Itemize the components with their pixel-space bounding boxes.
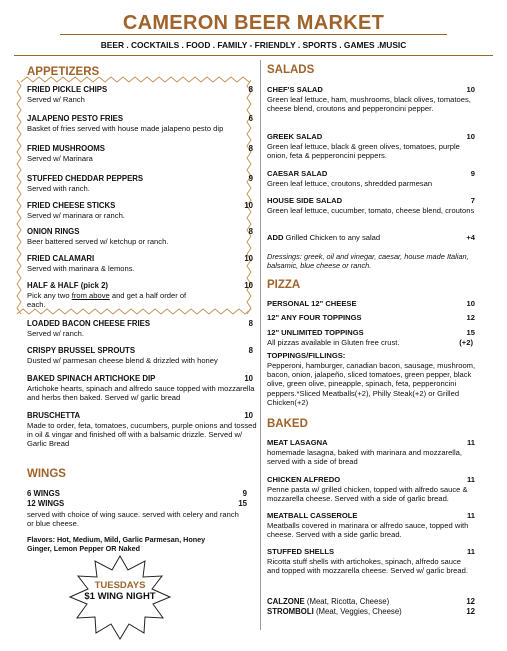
item-name: MEATBALL CASSEROLE bbox=[267, 511, 358, 520]
item-name: HOUSE SIDE SALAD bbox=[267, 196, 343, 205]
item-name: MEAT LASAGNA bbox=[267, 438, 328, 447]
menu-item bbox=[27, 227, 261, 246]
item-name: JALAPENO PESTO FRIES bbox=[27, 114, 124, 123]
item-price: 10 bbox=[466, 132, 475, 141]
menu-item bbox=[267, 438, 475, 466]
promo-day: TUESDAYS bbox=[94, 580, 146, 591]
appetizers-heading: APPETIZERS bbox=[27, 66, 100, 78]
item-price: 10 bbox=[466, 85, 475, 94]
item-name: CALZONE bbox=[267, 597, 305, 606]
menu-item bbox=[267, 196, 475, 215]
toppings-list: Pepperoni, hamburger, canadian bacon, sausage, mushroom, bacon, onion, jalapeño, sliced tomatoes, green pepper, black olive, green olive, pineapple, spinach, feta, pepperoncini peppers.*Sliced Meatballs(+2), Philly Steak(+2) or Grilled Chicken(+2) bbox=[267, 361, 476, 407]
item-description: (Meat, Veggies, Cheese) bbox=[313, 607, 402, 616]
item-price: 12 bbox=[466, 607, 475, 616]
item-description: Penne pasta w/ grilled chicken, topped with alfredo sauce & mozzarella cheese. Served with a side of garlic bread. bbox=[267, 484, 468, 503]
pizza-heading: PIZZA bbox=[267, 279, 301, 291]
wings-heading: WINGS bbox=[27, 468, 66, 480]
item-price: 10 bbox=[244, 201, 253, 210]
salad-addon bbox=[267, 233, 475, 242]
item-price: 8 bbox=[248, 319, 253, 328]
item-description: Green leaf lettuce, croutons, shredded parmesan bbox=[267, 178, 433, 188]
gluten-free-note: All pizzas available in Gluten free crust. bbox=[267, 337, 400, 347]
item-description: Ricotta stuff shells with artichokes, spinach, alfredo sauce and topped with mozzarella cheese. Served w/ garlic bread. bbox=[267, 556, 468, 575]
baked-heading: BAKED bbox=[267, 418, 308, 430]
item-name: 6 WINGS bbox=[27, 489, 60, 498]
item-name: CHEF'S SALAD bbox=[267, 85, 323, 94]
menu-item bbox=[27, 319, 261, 338]
promo-offer: $1 WING NIGHT bbox=[84, 591, 156, 602]
menu-item bbox=[27, 374, 261, 402]
item-description: Served w/ ranch. bbox=[27, 328, 84, 338]
item-price: 8 bbox=[248, 346, 253, 355]
item-price: 10 bbox=[244, 411, 253, 420]
item-description: Green leaf lettuce, ham, mushrooms, black olives, tomatoes, cheese blend, croutons and pepperoncini pepper. bbox=[267, 94, 471, 113]
menu-item bbox=[267, 475, 475, 503]
item-price: 6 bbox=[248, 114, 253, 123]
item-description: Served w/ marinara or ranch. bbox=[27, 210, 125, 220]
toppings-heading: TOPPINGS/FILLINGS: bbox=[267, 351, 346, 360]
promo-text bbox=[70, 580, 170, 602]
item-name: FRIED MUSHROOMS bbox=[27, 144, 105, 153]
stromboli-line bbox=[267, 607, 475, 617]
item-price: 11 bbox=[466, 475, 475, 484]
item-name: PERSONAL 12" CHEESE bbox=[267, 299, 357, 308]
wings-prices bbox=[27, 489, 247, 508]
menu-item bbox=[27, 85, 261, 104]
salad-dressings: Dressings: greek, oil and vinegar, caesar, house made Italian, balsamic, blue cheese or ranch. bbox=[267, 252, 469, 270]
wings-description: served with choice of wing sauce. served with celery and ranch or blue cheese. bbox=[27, 510, 239, 529]
item-price: 10 bbox=[244, 374, 253, 383]
item-price: 11 bbox=[466, 438, 475, 447]
item-description: Meatballs covered in marinara or alfredo sauce, topped with cheese. Served with a side garlic bread. bbox=[267, 520, 469, 539]
menu-item bbox=[27, 254, 261, 273]
menu-item bbox=[27, 201, 261, 220]
item-price: 7 bbox=[470, 196, 475, 205]
item-description: homemade lasagna, baked with marinara and mozzarella, served with a side of bread bbox=[267, 447, 463, 466]
item-description: Served w/ Ranch bbox=[27, 94, 85, 104]
item-name: 12" ANY FOUR TOPPINGS bbox=[267, 313, 362, 322]
item-price: 8 bbox=[248, 227, 253, 236]
item-name: BRUSCHETTA bbox=[27, 411, 81, 420]
item-price: 12 bbox=[466, 597, 475, 606]
item-name: GREEK SALAD bbox=[267, 132, 323, 141]
item-name: ONION RINGS bbox=[27, 227, 80, 236]
menu-item bbox=[27, 114, 261, 133]
item-description: (Meat, Ricotta, Cheese) bbox=[304, 597, 390, 606]
menu-item bbox=[267, 511, 475, 539]
item-name: STROMBOLI bbox=[267, 607, 314, 616]
menu-item bbox=[27, 144, 261, 163]
menu-item bbox=[267, 85, 475, 113]
item-name: FRIED PICKLE CHIPS bbox=[27, 85, 108, 94]
menu-title: CAMERON BEER MARKET bbox=[122, 12, 385, 34]
item-name: FRIED CALAMARI bbox=[27, 254, 95, 263]
tagline: BEER . COCKTAILS . FOOD . FAMILY - FRIENDLY . SPORTS . GAMES .MUSIC bbox=[100, 40, 407, 50]
item-price: 8 bbox=[248, 85, 253, 94]
item-name: 12 WINGS bbox=[27, 498, 65, 508]
item-description: Pick any two from above and get a half order of each. bbox=[27, 290, 187, 309]
item-description: Served with marinara & lemons. bbox=[27, 263, 135, 273]
gluten-free-price: (+2) bbox=[459, 337, 473, 347]
item-price: 10 bbox=[244, 281, 253, 290]
item-description: Green leaf lettuce, black & green olives, tomatoes, purple onion, feta & pepperoncini peppers. bbox=[267, 141, 460, 160]
item-name: CAESAR SALAD bbox=[267, 169, 328, 178]
item-description: Served with ranch. bbox=[27, 183, 90, 193]
item-name: STUFFED CHEDDAR PEPPERS bbox=[27, 174, 144, 183]
item-name: CRISPY BRUSSEL SPROUTS bbox=[27, 346, 136, 355]
left-zigzag bbox=[17, 80, 21, 314]
item-name: STUFFED SHELLS bbox=[267, 547, 335, 556]
item-description: Artichoke hearts, spinach and alfredo sauce topped with mozzarella and herbs then baked. Served w/ garlic bread bbox=[27, 383, 255, 402]
menu-item bbox=[27, 411, 261, 448]
addon-label: ADD bbox=[267, 233, 284, 242]
item-name: FRIED CHEESE STICKS bbox=[27, 201, 116, 210]
addon-price: +4 bbox=[466, 233, 475, 242]
item-price: 9 bbox=[248, 174, 253, 183]
item-description: Basket of fries served with house made jalapeno pesto dip bbox=[27, 123, 224, 133]
item-description: Green leaf lettuce, cucumber, tomato, cheese blend, croutons bbox=[267, 205, 475, 215]
item-price: 8 bbox=[248, 144, 253, 153]
item-price: 11 bbox=[466, 511, 475, 520]
item-name: HALF & HALF (pick 2) bbox=[27, 281, 108, 290]
salads-heading: SALADS bbox=[267, 64, 315, 76]
item-price: 10 bbox=[466, 299, 475, 308]
calzone-line bbox=[267, 597, 475, 607]
wing-flavors: Flavors: Hot, Medium, Mild, Garlic Parmesan, Honey Ginger, Lemon Pepper OR Naked bbox=[27, 535, 206, 553]
item-price: 9 bbox=[470, 169, 475, 178]
item-name: BAKED SPINACH ARTICHOKE DIP bbox=[27, 374, 156, 383]
menu-item bbox=[267, 328, 475, 347]
item-price: 12 bbox=[466, 313, 475, 322]
addon-text: Grilled Chicken to any salad bbox=[283, 233, 381, 242]
menu-item bbox=[267, 313, 475, 323]
item-price: 15 bbox=[466, 328, 475, 337]
item-price: 15 bbox=[238, 498, 247, 508]
menu-item bbox=[27, 346, 261, 365]
item-description: Served w/ Marinara bbox=[27, 153, 93, 163]
item-description: Dusted w/ parmesan cheese blend & drizzled with honey bbox=[27, 355, 218, 365]
menu-item bbox=[267, 547, 475, 575]
menu-item bbox=[267, 299, 475, 309]
item-price: 9 bbox=[242, 489, 247, 498]
item-description: Beer battered served w/ ketchup or ranch. bbox=[27, 236, 169, 246]
menu-item bbox=[27, 281, 261, 309]
item-name: LOADED BACON CHEESE FRIES bbox=[27, 319, 151, 328]
item-name: CHICKEN ALFREDO bbox=[267, 475, 341, 484]
item-name: 12" UNLIMITED TOPPINGS bbox=[267, 328, 364, 337]
item-price: 11 bbox=[466, 547, 475, 556]
item-price: 10 bbox=[244, 254, 253, 263]
menu-item bbox=[27, 174, 261, 193]
bottom-zigzag bbox=[17, 309, 251, 314]
item-description: Made to order, feta, tomatoes, cucumbers, purple onions and tossed in oil & vingar and finished off with a balsamic drizzle. Served w/ Garlic Bread bbox=[27, 420, 257, 448]
menu-item bbox=[267, 132, 475, 160]
menu-item bbox=[267, 169, 475, 188]
